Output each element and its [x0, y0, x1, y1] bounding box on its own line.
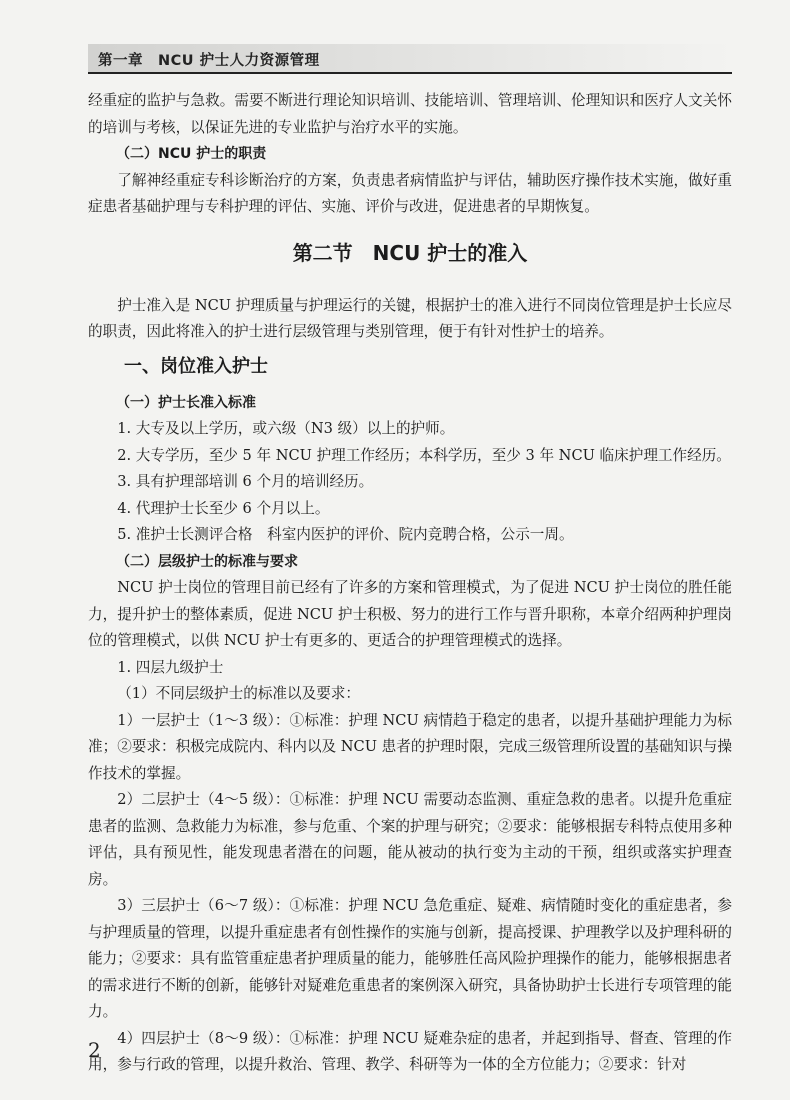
level-item: 3）三层护士（6～7 级）：①标准：护理 NCU 急危重症、疑难、病情随时变化的重症患者，参与护理质量的管理，以提升重症患者有创性操作的实施与创新，提高授课、护理教学以及护理科研的能力；②要求：具有监管重症患者护理质量的能力，能够胜任高风险护理操作的能力，能够根据患者的需求进行不断的创新，能够针对疑难危重患者的案例深入研究，具备协助护士长进行专项管理的能力。 [88, 897, 732, 1020]
paragraph-levels: NCU 护士岗位的管理目前已经有了许多的方案和管理模式，为了促进 NCU 护士岗位的胜任能力，提升护士的整体素质，促进 NCU 护士积极、努力的进行工作与晋升职称，本章介绍两种护理岗位的管理模式，以供 NCU 护士有更多的、更适合的护理管理模式的选择。 [88, 579, 732, 649]
list-item: 2. 大专学历，至少 5 年 NCU 护理工作经历；本科学历，至少 3 年 NCU 临床护理工作经历。 [117, 446, 731, 464]
subheading-head-nurse: （一）护士长准入标准 [116, 394, 256, 411]
chapter-header [88, 44, 732, 74]
paragraph-duty: 了解神经重症专科诊断治疗的方案，负责患者病情监护与评估，辅助医疗操作技术实施，做好重症患者基础护理与专科护理的评估、实施、评价与改进，促进患者的早期恢复。 [88, 171, 732, 215]
list-item: 5. 准护士长测评合格 科室内医护的评价、院内竞聘合格，公示一周。 [117, 526, 574, 543]
list-item: 3. 具有护理部培训 6 个月的培训经历。 [117, 473, 374, 490]
chapter-title: 第一章 NCU 护士人力资源管理 [98, 53, 320, 69]
list-item: 1. 大专及以上学历，或六级（N3 级）以上的护师。 [117, 420, 455, 437]
level-item: 4）四层护士（8～9 级）：①标准：护理 NCU 疑难杂症的患者，并起到指导、督查、管理的作用，参与行政的管理，以提升救治、管理、教学、科研等为一体的全方位能力；②要求：针对 [88, 1029, 732, 1073]
subheading-duty: （二）NCU 护士的职责 [116, 146, 267, 162]
section-title: 第二节 NCU 护士的准入 [292, 240, 528, 265]
paragraph-intro: 护士准入是 NCU 护理质量与护理运行的关键，根据护士的准入进行不同岗位管理是护士长应尽的职责，因此将准入的护士进行层级管理与类别管理，便于有针对性护士的培养。 [88, 296, 732, 340]
paragraph-four-levels: 1. 四层九级护士 [117, 658, 224, 676]
page-number: 2 [88, 1038, 101, 1062]
level-item: 2）二层护士（4～5 级）：①标准：护理 NCU 需要动态监测、重症急救的患者。以提升危重症患者的监测、急救能力为标准，参与危重、个案的护理与研究；②要求：能够根据专科特点使用多种评估，具有预见性，能发现患者潜在的问题，能从被动的执行变为主动的干预，组织或落实护理查房。 [88, 791, 732, 888]
paragraph: 经重症的监护与急救。需要不断进行理论知识培训、技能培训、管理培训、伦理知识和医疗人文关怀的培训与考核，以保证先进的专业监护与治疗水平的实施。 [88, 92, 732, 136]
heading-post-access: 一、岗位准入护士 [124, 355, 268, 377]
page-body [88, 88, 732, 1079]
subheading-levels: （二）层级护士的标准与要求 [116, 553, 298, 570]
level-item: 1）一层护士（1～3 级）：①标准：护理 NCU 病情趋于稳定的患者，以提升基础护理能力为标准；②要求：积极完成院内、科内以及 NCU 患者的护理时限，完成三级管理所设置的基础知识与操作技术的掌握。 [88, 711, 732, 782]
paragraph-requirements: （1）不同层级护士的标准以及要求： [117, 685, 360, 702]
list-item: 4. 代理护士长至少 6 个月以上。 [117, 499, 330, 517]
